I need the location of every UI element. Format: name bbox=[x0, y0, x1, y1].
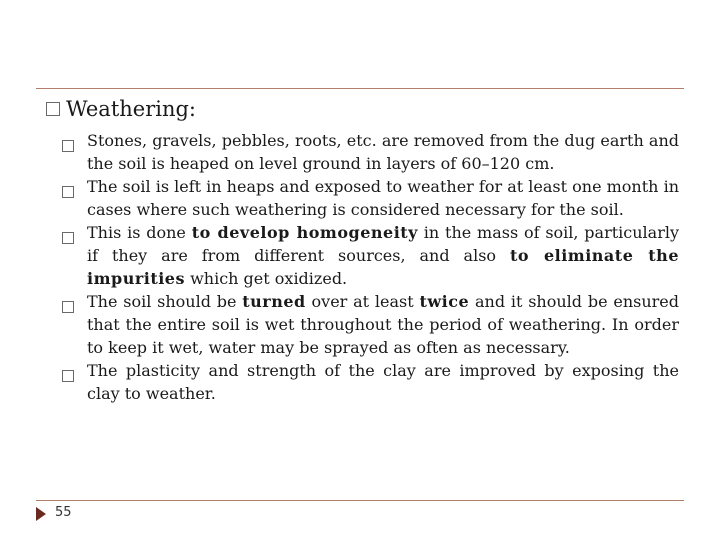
top-divider bbox=[36, 88, 684, 89]
section-heading bbox=[46, 96, 196, 122]
bullet-box-icon bbox=[46, 102, 60, 116]
heading-text: Weathering: bbox=[66, 97, 197, 121]
bullet-text: The plasticity and strength of the clay are improved by exposing the clay to weather. bbox=[87, 361, 679, 403]
emphasis-text: twice bbox=[419, 292, 470, 311]
list-item bbox=[62, 175, 684, 221]
list-item bbox=[62, 129, 684, 175]
bottom-divider bbox=[36, 500, 684, 501]
bullet-box-icon bbox=[62, 301, 74, 313]
arrow-right-icon bbox=[36, 507, 46, 521]
bullet-text: This is done to develop homogeneity in the mass of soil, particularly if they are from different sources, and also to eliminate the impurities which get oxidized. bbox=[87, 223, 679, 288]
bullet-box-icon bbox=[62, 232, 74, 244]
emphasis-text: to develop homogeneity bbox=[191, 223, 418, 242]
bullet-text: The soil should be turned over at least twice and it should be ensured that the entire soil is wet throughout the period of weathering. In order to keep it wet, water may be sprayed as often as necessary. bbox=[87, 292, 680, 357]
emphasis-text: turned bbox=[242, 292, 306, 311]
bullet-box-icon bbox=[62, 370, 74, 382]
bullet-text: Stones, gravels, pebbles, roots, etc. are removed from the dug earth and the soil is heaped on level ground in layers of 60–120 cm. bbox=[87, 131, 679, 173]
bullet-list bbox=[62, 129, 684, 405]
bullet-text: The soil is left in heaps and exposed to weather for at least one month in cases where such weathering is considered necessary for the soil. bbox=[87, 177, 679, 219]
list-item bbox=[62, 290, 684, 359]
list-item bbox=[62, 221, 684, 290]
bullet-box-icon bbox=[62, 186, 74, 198]
emphasis-text: to eliminate the impurities bbox=[87, 246, 679, 288]
bullet-box-icon bbox=[62, 140, 74, 152]
list-item bbox=[62, 359, 684, 405]
page-number: 55 bbox=[55, 505, 72, 520]
